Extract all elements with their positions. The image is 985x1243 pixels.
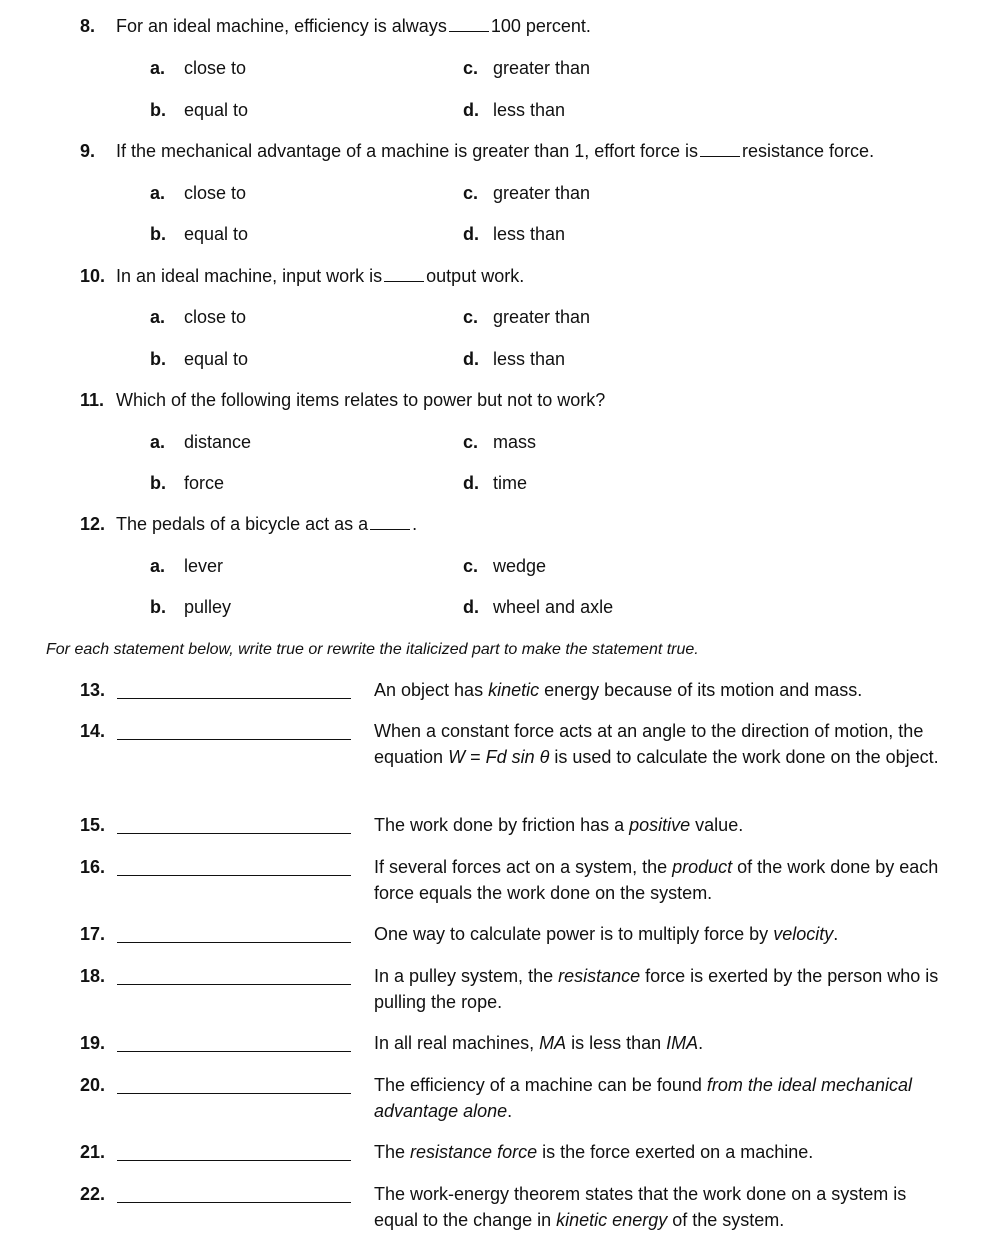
answer-line[interactable] (117, 739, 351, 740)
statement-number: 21. (80, 1142, 106, 1162)
option-d[interactable]: d. time (463, 473, 528, 493)
italic-segment: from the ideal mechanical advantage alone (374, 1075, 912, 1121)
question-8 (80, 16, 591, 37)
statement-text (374, 963, 954, 1015)
text-segment: When a constant force acts at an angle to the direction of motion, the equation (374, 721, 924, 767)
option-c[interactable]: c. wedge (463, 556, 547, 576)
option-b[interactable]: b. equal to (150, 224, 249, 244)
option-c[interactable]: c. greater than (463, 307, 591, 327)
italic-segment: W (448, 747, 466, 767)
option-a[interactable]: a. distance (150, 432, 252, 452)
question-number: 9. (80, 141, 96, 161)
answer-line[interactable] (117, 698, 351, 699)
question-stem: If the mechanical advantage of a machine is greater than 1, effort force is (116, 141, 699, 161)
text-segment: If several forces act on a system, the (374, 857, 673, 877)
answer-line[interactable] (117, 1093, 351, 1094)
question-number: 11. (80, 390, 105, 410)
statement-number: 17. (80, 924, 106, 944)
statement-number: 14. (80, 721, 106, 741)
option-b[interactable]: b. force (150, 473, 225, 493)
italic-segment: velocity (773, 924, 834, 944)
statement-text (374, 1072, 954, 1124)
statement-number: 22. (80, 1184, 106, 1204)
text-segment: The work done by friction has a (374, 815, 630, 835)
question-number: 10. (80, 266, 106, 286)
question-11 (80, 390, 605, 411)
option-d[interactable]: d. less than (463, 224, 566, 244)
answer-blank (449, 16, 489, 32)
text-segment: value. (690, 815, 744, 835)
italic-segment: resistance (558, 966, 641, 986)
option-c[interactable]: c. greater than (463, 183, 591, 203)
statement-text (374, 1030, 954, 1056)
answer-line[interactable] (117, 1051, 351, 1052)
answer-line[interactable] (117, 833, 351, 834)
italic-segment: product (672, 857, 733, 877)
option-a[interactable]: a. close to (150, 183, 247, 203)
question-stem-end: output work. (426, 266, 525, 286)
text-segment: is less than (566, 1033, 667, 1053)
option-b[interactable]: b. equal to (150, 349, 249, 369)
text-segment: In a pulley system, the (374, 966, 559, 986)
option-c[interactable]: c. mass (463, 432, 537, 452)
text-segment: . (833, 924, 839, 944)
answer-line[interactable] (117, 1202, 351, 1203)
text-segment: . (507, 1101, 513, 1121)
statement-text (374, 921, 954, 947)
statement-number: 16. (80, 857, 106, 877)
italic-segment: positive (629, 815, 691, 835)
instructions: For each statement below, write true or rewrite the italicized part to make the statement true. (46, 641, 699, 658)
statement-number: 18. (80, 966, 106, 986)
answer-line[interactable] (117, 1160, 351, 1161)
question-stem-end: resistance force. (742, 141, 875, 161)
text-segment: The work-energy theorem states that the work done on a system is equal to the change in (374, 1184, 907, 1230)
italic-segment: resistance force (410, 1142, 538, 1162)
text-segment: of the system. (667, 1210, 785, 1230)
option-a[interactable]: a. close to (150, 58, 247, 78)
answer-line[interactable] (117, 875, 351, 876)
statement-text (374, 1181, 954, 1233)
answer-line[interactable] (117, 984, 351, 985)
option-d[interactable]: d. wheel and axle (463, 597, 614, 617)
statement-text (374, 677, 954, 703)
option-c[interactable]: c. greater than (463, 58, 591, 78)
statement-number: 19. (80, 1033, 106, 1053)
text-segment: is the force exerted on a machine. (537, 1142, 814, 1162)
question-number: 8. (80, 16, 96, 36)
answer-blank (370, 514, 410, 530)
question-number: 12. (80, 514, 106, 534)
question-stem-end: 100 percent. (490, 16, 591, 36)
question-stem-end: . (412, 514, 418, 534)
question-stem: Which of the following items relates to power but not to work? (116, 390, 606, 410)
question-stem: In an ideal machine, input work is (116, 266, 383, 286)
text-segment: of the work done by each force equals the work done on the system. (374, 857, 939, 903)
option-a[interactable]: a. lever (150, 556, 224, 576)
italic-segment: IMA (666, 1033, 699, 1053)
statement-text (374, 854, 954, 906)
statement-text (374, 718, 954, 770)
text-segment: is used to calculate the work done on the object. (549, 747, 939, 767)
statement-text (374, 812, 954, 838)
answer-line[interactable] (117, 942, 351, 943)
text-segment: The (374, 1142, 411, 1162)
text-segment: . (698, 1033, 704, 1053)
text-segment: = (465, 747, 486, 767)
question-9 (80, 141, 874, 162)
question-10 (80, 266, 524, 287)
answer-blank (384, 266, 424, 282)
answer-blank (700, 141, 740, 157)
question-12 (80, 514, 417, 535)
text-segment: force is exerted by the person who is pulling the rope. (374, 966, 939, 1012)
statement-number: 13. (80, 680, 106, 700)
italic-segment: MA (539, 1033, 567, 1053)
italic-segment: kinetic (488, 680, 540, 700)
statement-text (374, 1139, 954, 1165)
text-segment: An object has (374, 680, 489, 700)
text-segment: energy because of its motion and mass. (539, 680, 863, 700)
text-segment: In all real machines, (374, 1033, 540, 1053)
text-segment: The efficiency of a machine can be found (374, 1075, 707, 1095)
italic-segment: kinetic energy (556, 1210, 668, 1230)
option-d[interactable]: d. less than (463, 349, 566, 369)
option-b[interactable]: b. equal to (150, 100, 249, 120)
statement-number: 15. (80, 815, 106, 835)
statement-number: 20. (80, 1075, 106, 1095)
question-stem: The pedals of a bicycle act as a (116, 514, 369, 534)
option-a[interactable]: a. close to (150, 307, 247, 327)
question-stem: For an ideal machine, efficiency is always (116, 16, 447, 36)
option-b[interactable]: b. pulley (150, 597, 232, 617)
text-segment: One way to calculate power is to multiply force by (374, 924, 774, 944)
option-d[interactable]: d. less than (463, 100, 566, 120)
italic-segment: Fd sin θ (485, 747, 550, 767)
